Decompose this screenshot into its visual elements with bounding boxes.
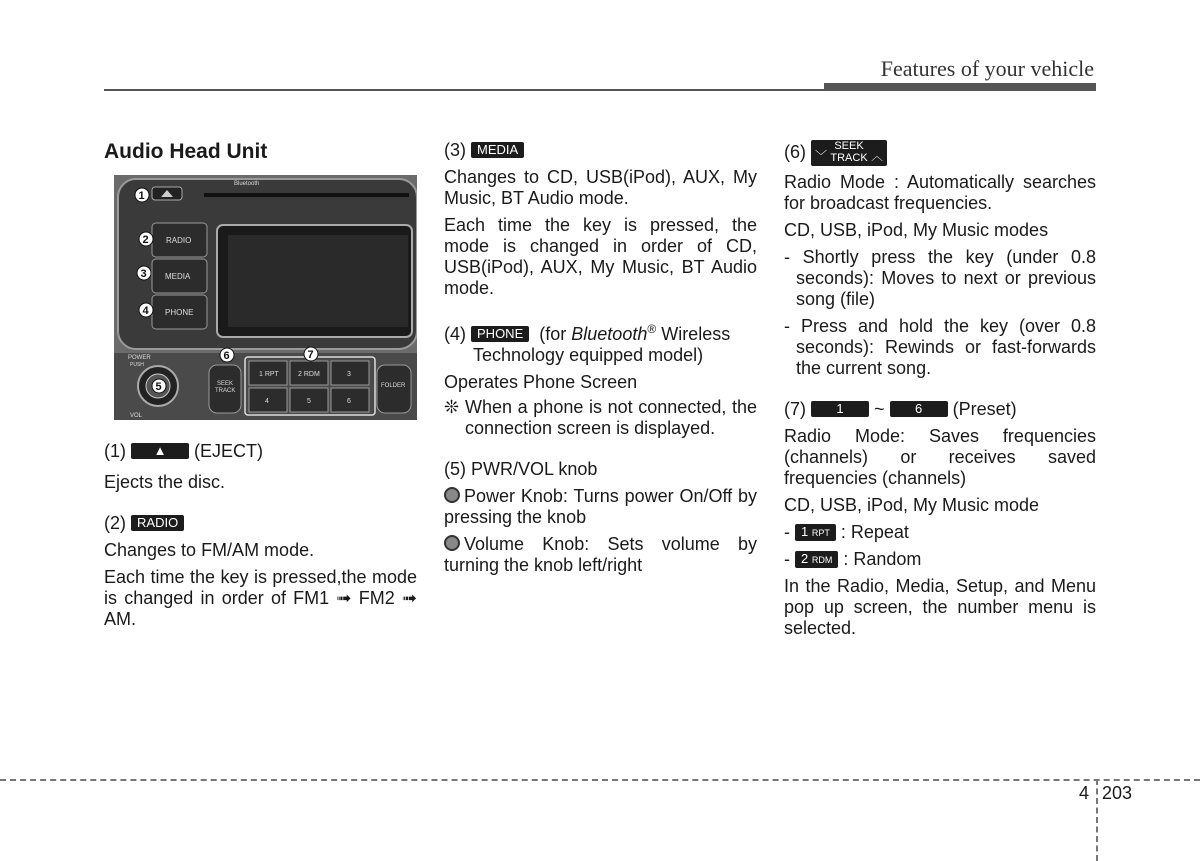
eject-desc: Ejects the disc. bbox=[104, 472, 226, 492]
phone-p1: Operates Phone Screen bbox=[444, 372, 638, 392]
svg-text:VOL: VOL bbox=[130, 413, 143, 419]
preset-modes: CD, USB, iPod, My Music mode bbox=[784, 495, 1040, 515]
preset-6-key: 6 bbox=[890, 401, 948, 417]
phone-btn-label: PHONE bbox=[165, 308, 194, 317]
svg-text:3: 3 bbox=[347, 371, 351, 378]
column-3 bbox=[784, 140, 1096, 645]
eject-item: (1) ▲ (EJECT) bbox=[104, 441, 264, 461]
phone-key: PHONE bbox=[471, 326, 529, 342]
phone-line2: Technology equipped model) bbox=[473, 345, 704, 365]
svg-text:6: 6 bbox=[223, 350, 230, 362]
preset-last: In the Radio, Media, Setup, and Menu pop up screen, the number menu is selected. bbox=[784, 576, 1096, 638]
knob-icon bbox=[444, 487, 460, 503]
svg-text:4: 4 bbox=[265, 398, 269, 405]
phone-note: ❊ When a phone is not connected, the connection screen is displayed. bbox=[444, 397, 757, 438]
radio-key: RADIO bbox=[131, 515, 184, 531]
svg-text:SEEK: SEEK bbox=[217, 381, 234, 387]
radio-btn-label: RADIO bbox=[166, 236, 192, 245]
svg-text:POWER: POWER bbox=[128, 355, 151, 361]
seek-b2: - Press and hold the key (over 0.8 seconds): Rewinds or fast-forwards the current song. bbox=[784, 316, 1096, 378]
audio-head-unit-illustration bbox=[114, 175, 417, 420]
header-rule-thick bbox=[824, 83, 1096, 91]
rpt-key: 1 RPT bbox=[795, 524, 836, 541]
seek-track-key: ﹀ SEEK TRACK ︿ bbox=[811, 140, 887, 166]
svg-text:1 RPT: 1 RPT bbox=[259, 371, 279, 378]
chapter-number: 4 bbox=[1079, 783, 1090, 803]
knob-volume: Volume Knob: Sets volume by turning the knob left/right bbox=[444, 534, 757, 575]
svg-text:7: 7 bbox=[307, 349, 314, 361]
preset-1-key: 1 bbox=[811, 401, 869, 417]
media-key: MEDIA bbox=[471, 142, 524, 158]
column-2 bbox=[444, 140, 757, 582]
radio-item: (2) RADIO bbox=[104, 513, 417, 534]
seek-item: (6) ﹀ SEEK TRACK ︿ bbox=[784, 140, 1096, 166]
rdm-item: - 2 RDM : Random bbox=[784, 549, 922, 569]
svg-text:2: 2 bbox=[142, 234, 149, 246]
svg-text:2 RDM: 2 RDM bbox=[298, 371, 320, 378]
eject-key-icon: ▲ bbox=[131, 443, 189, 459]
preset-radio: Radio Mode: Saves frequencies (channels) or receives saved frequencies (channels) bbox=[784, 426, 1096, 488]
media-item: (3) MEDIA bbox=[444, 140, 757, 161]
knob-icon bbox=[444, 535, 460, 551]
svg-text:5: 5 bbox=[155, 381, 162, 393]
rdm-key: 2 RDM bbox=[795, 551, 838, 568]
chevron-up-icon: ︿ bbox=[871, 149, 884, 163]
svg-text:5: 5 bbox=[307, 398, 311, 405]
svg-text:3: 3 bbox=[140, 268, 147, 280]
footer-divider bbox=[1096, 779, 1098, 861]
radio-desc: Each time the key is pressed,the mode is changed in order of FM1 ➟ FM2 ➟ AM. bbox=[104, 567, 417, 629]
svg-text:6: 6 bbox=[347, 398, 351, 405]
phone-item: (4) PHONE (for Bluetooth® Wireless bbox=[444, 322, 731, 344]
svg-text:4: 4 bbox=[142, 305, 149, 317]
media-p2: Each time the key is pressed, the mode is changed in order of CD, USB(iPod), AUX, My Music, BT Audio mode. bbox=[444, 215, 757, 298]
svg-text:FOLDER: FOLDER bbox=[381, 383, 406, 389]
knob-title: (5) PWR/VOL knob bbox=[444, 459, 598, 479]
chevron-down-icon: ﹀ bbox=[815, 149, 828, 163]
svg-text:1: 1 bbox=[138, 190, 145, 202]
media-p1: Changes to CD, USB(iPod), AUX, My Music, BT Audio mode. bbox=[444, 167, 757, 208]
seek-radio: Radio Mode : Automatically searches for broadcast frequencies. bbox=[784, 172, 1096, 213]
footer-rule bbox=[0, 779, 1200, 781]
rpt-item: - 1 RPT : Repeat bbox=[784, 522, 909, 542]
svg-text:PUSH: PUSH bbox=[130, 362, 144, 368]
knob-power: Power Knob: Turns power On/Off by pressing the knob bbox=[444, 486, 757, 527]
media-btn-label: MEDIA bbox=[165, 272, 191, 281]
brand-label: Bluetooth bbox=[234, 181, 260, 187]
preset-item: (7) 1 ~ 6 (Preset) bbox=[784, 399, 1017, 419]
radio-line: Changes to FM/AM mode. bbox=[104, 540, 315, 560]
seek-modes: CD, USB, iPod, My Music modes bbox=[784, 220, 1049, 240]
svg-text:TRACK: TRACK bbox=[215, 388, 236, 394]
page-number: 203 bbox=[1102, 783, 1133, 803]
header-rule bbox=[104, 89, 824, 91]
section-heading: Audio Head Unit bbox=[104, 140, 268, 163]
running-header: Features of your vehicle bbox=[880, 56, 1094, 81]
seek-b1: - Shortly press the key (under 0.8 seconds): Moves to next or previous song (file) bbox=[784, 247, 1096, 309]
